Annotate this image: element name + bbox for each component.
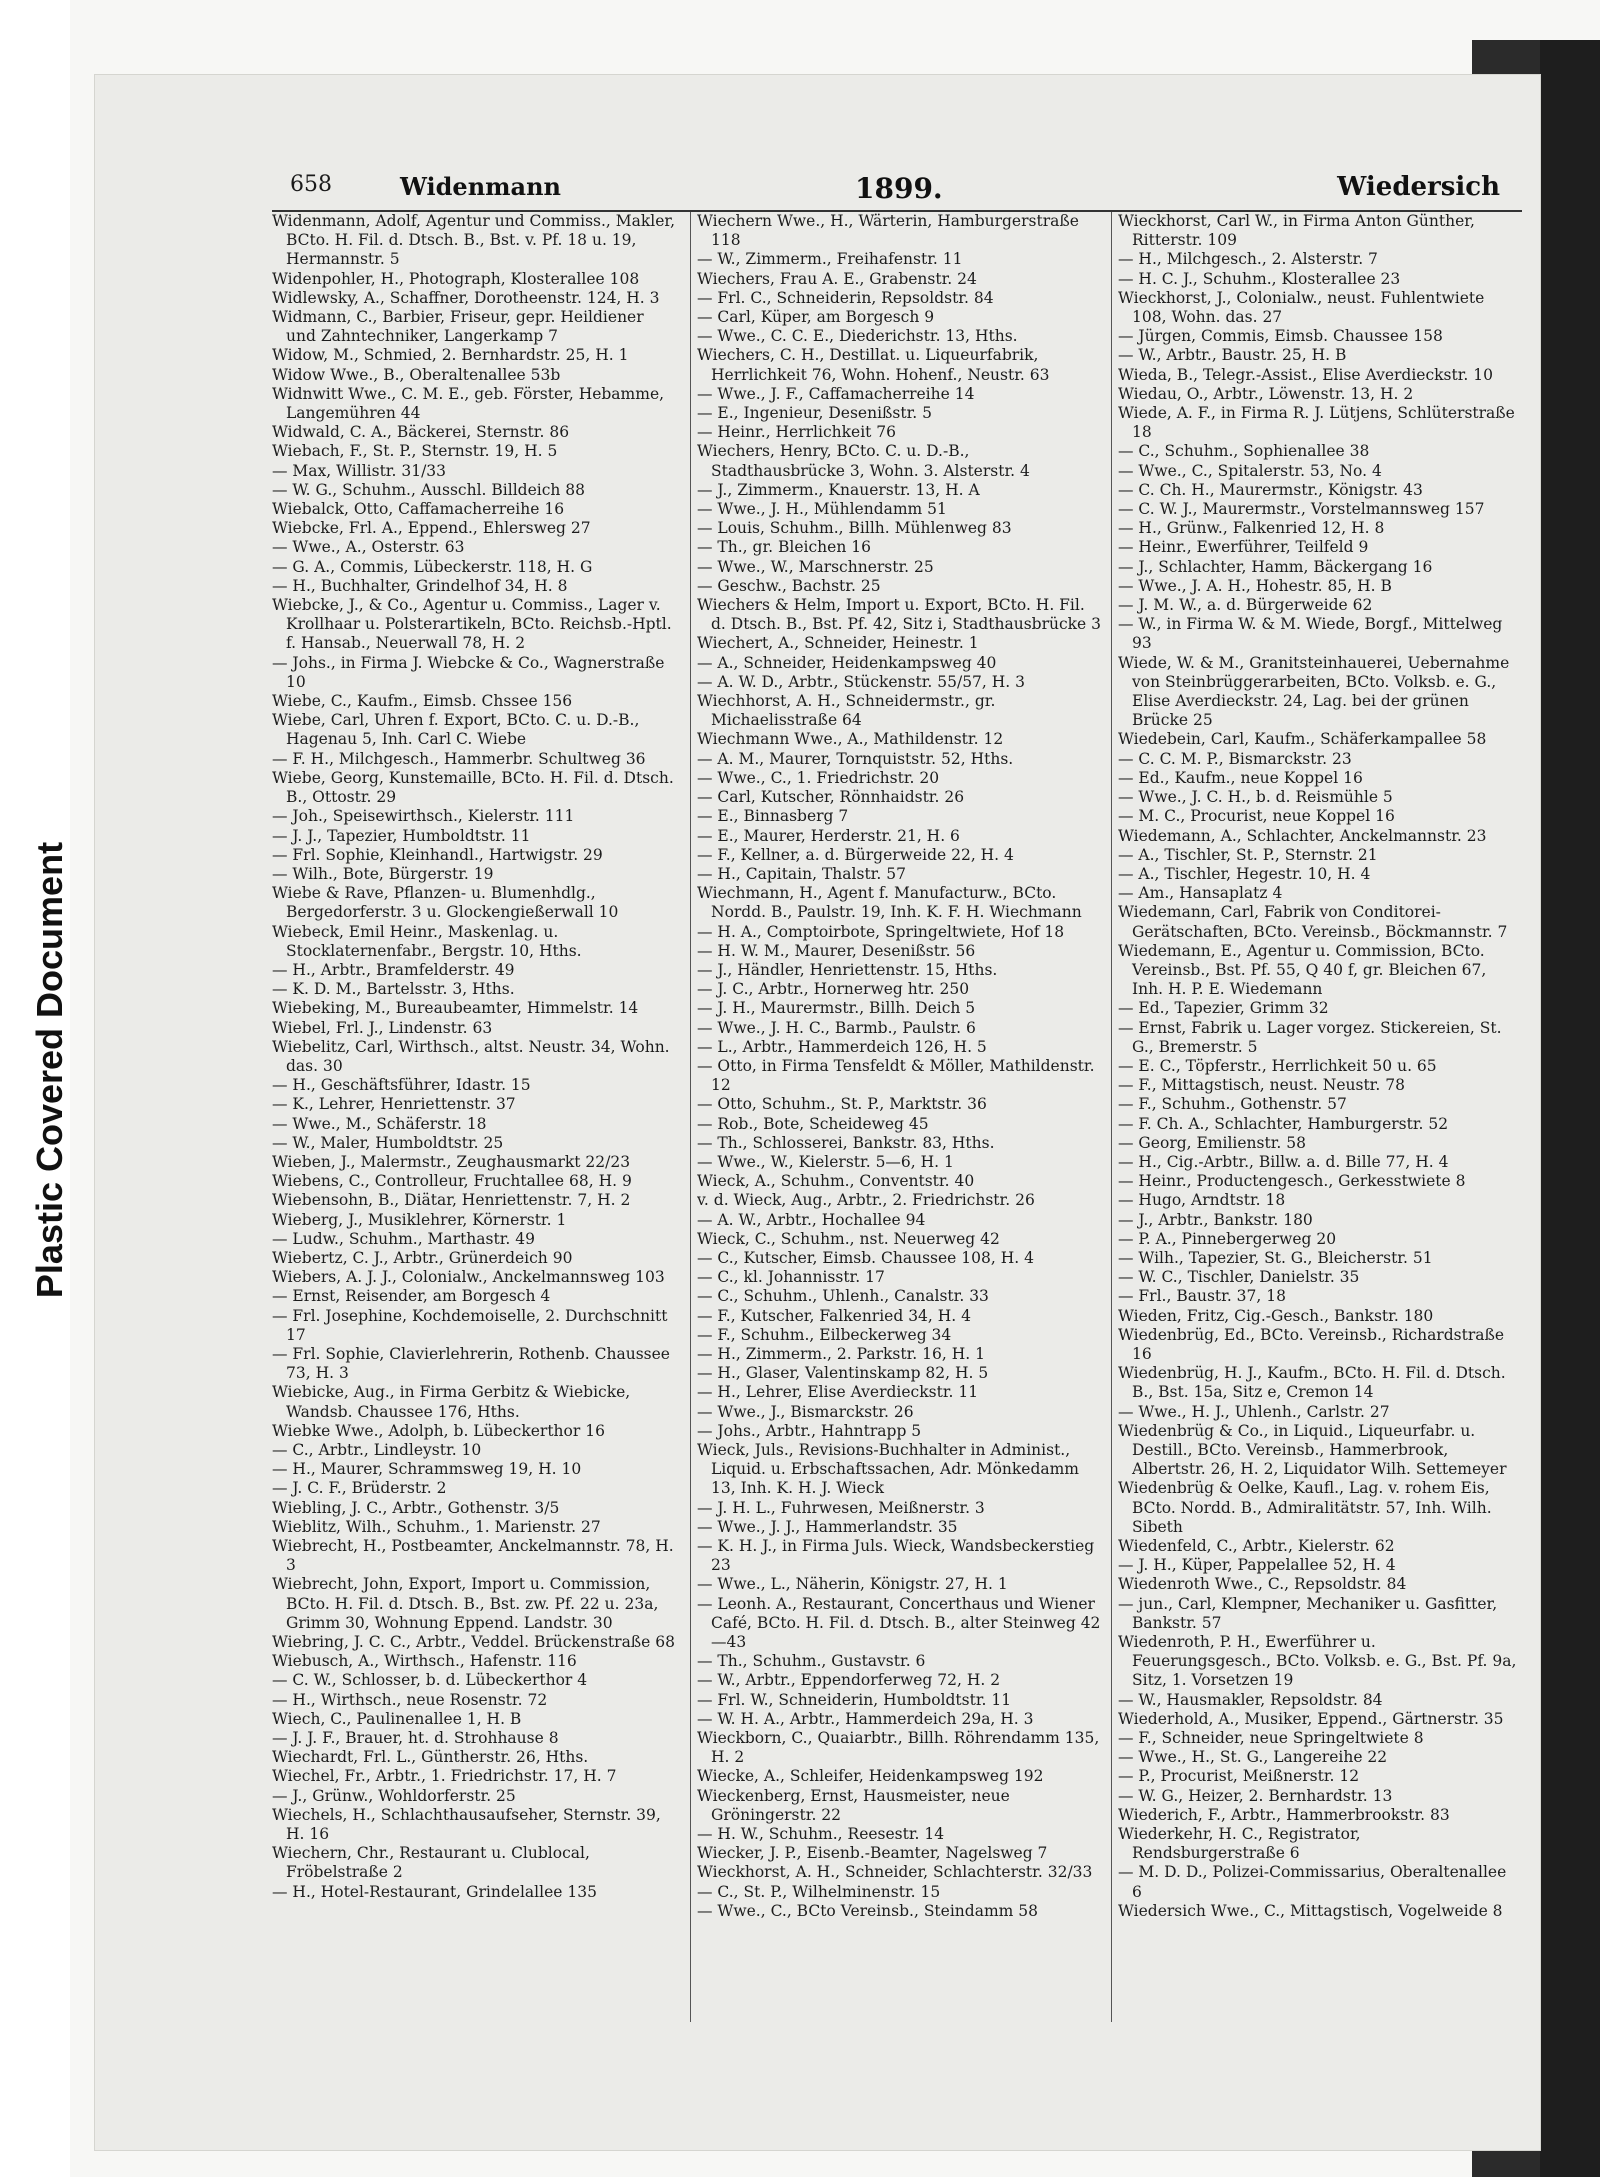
directory-entry: Wiede, W. & M., Granitsteinhauerei, Uebernahme von Steinbrüggerarbeiten, BCto. Volksb. e. G., Elise Averdieckstr. 24, Lag. bei der grünen Brücke 25 [1118,653,1510,730]
directory-entry: Wieben, J., Malermstr., Zeughausmarkt 22/23 [272,1152,631,1171]
directory-entry: — Wwe., J. H., Mühlendamm 51 [697,500,947,519]
directory-entry: Wieberg, J., Musiklehrer, Körnerstr. 1 [272,1210,567,1229]
directory-entry: — J., Grünw., Wohldorferstr. 25 [272,1786,516,1805]
directory-entry: Wiechern, Chr., Restaurant u. Clublocal, Fröbelstraße 2 [272,1844,590,1882]
directory-entry: — W. H. A., Arbtr., Hammerdeich 29a, H. 3 [697,1709,1034,1728]
directory-entry: Wiedemann, Carl, Fabrik von Conditorei-Gerätschaften, BCto. Vereinsb., Böckmannstr. 7 [1118,903,1508,941]
directory-entry: — L., Arbtr., Hammerdeich 126, H. 5 [697,1037,987,1056]
directory-entry: — H., Glaser, Valentinskamp 82, H. 5 [697,1364,989,1383]
directory-entry: — C., Schuhm., Uhlenh., Canalstr. 33 [697,1287,989,1306]
plastic-covered-label: Plastic Covered Document [29,841,70,1299]
directory-entry: — Wwe., W., Marschnerstr. 25 [697,557,934,576]
directory-entry: — Wwe., L., Näherin, Königstr. 27, H. 1 [697,1575,1008,1594]
directory-entry: Widow, M., Schmied, 2. Bernhardstr. 25, H. 1 [272,346,629,365]
directory-entry: — C. Ch. H., Maurermstr., Königstr. 43 [1118,480,1423,499]
directory-entry: — H., Lehrer, Elise Averdieckstr. 11 [697,1383,979,1402]
directory-entry: — F., Schneider, neue Springeltwiete 8 [1118,1729,1424,1748]
directory-entry: — J., Arbtr., Bankstr. 180 [1118,1210,1313,1229]
directory-entry: — Wwe., W., Kielerstr. 5—6, H. 1 [697,1152,954,1171]
directory-entry: — Wilh., Bote, Bürgerstr. 19 [272,864,494,883]
directory-entry: Wiebusch, A., Wirthsch., Hafenstr. 116 [272,1652,577,1671]
directory-entry: — H., Milchgesch., 2. Alsterstr. 7 [1118,250,1378,269]
directory-entry: — Leonh. A., Restaurant, Concerthaus und Wiener Café, BCto. H. Fil. d. Dtsch. B., alter Steinweg 42—43 [697,1594,1101,1652]
directory-entry: — F., Schuhm., Gothenstr. 57 [1118,1095,1347,1114]
directory-entry: Wieck, Juls., Revisions-Buchhalter in Administ., Liquid. u. Erbschaftssachen, Adr. Mönkedamm 13, Inh. K. H. J. Wieck [697,1441,1080,1498]
directory-entry: — G. A., Commis, Lübeckerstr. 118, H. G [272,557,593,576]
directory-entry: — W., in Firma W. & M. Wiede, Borgf., Mittelweg 93 [1118,615,1503,653]
directory-entry: — A., Tischler, Hegestr. 10, H. 4 [1118,864,1371,883]
directory-entry: — Frl. C., Schneiderin, Repsoldstr. 84 [697,288,994,307]
directory-entry: — Wwe., J. H. C., Barmb., Paulstr. 6 [697,1018,976,1037]
directory-entry: — Joh., Speisewirthsch., Kielerstr. 111 [272,807,575,826]
directory-entry: Wiebers, A. J. J., Colonialw., Anckelmannsweg 103 [272,1268,665,1287]
directory-entry: — Ernst, Fabrik u. Lager vorgez. Stickereien, St. G., Bremerstr. 5 [1118,1018,1502,1056]
directory-entry: — Johs., Arbtr., Hahntrapp 5 [697,1421,922,1440]
directory-entry: Wiebe, Carl, Uhren f. Export, BCto. C. u. D.-B., Hagenau 5, Inh. Carl C. Wiebe [272,711,640,749]
page-number: 658 [290,172,332,197]
directory-entry: — Heinr., Productengesch., Gerkesstwiete 8 [1118,1172,1466,1191]
directory-entry: — C. W. J., Maurermstr., Vorstelmannsweg 157 [1118,500,1485,519]
directory-entry: Wiederkehr, H. C., Registrator, Rendsburgerstraße 6 [1118,1825,1361,1863]
directory-entry: Wiebe, Georg, Kunstemaille, BCto. H. Fil. d. Dtsch. B., Ottostr. 29 [272,768,674,807]
directory-entry: Widnwitt Wwe., C. M. E., geb. Förster, Hebamme, Langemühren 44 [272,384,665,423]
directory-entry: Wiede, A. F., in Firma R. J. Lütjens, Schlüterstraße 18 [1118,404,1515,442]
directory-entry: Wiebrecht, John, Export, Import u. Commission, BCto. H. Fil. d. Dtsch. B., Bst. zw. Pf. 22 u. 23a, Grimm 30, Wohnung Eppend. Landstr. 30 [272,1575,659,1632]
directory-entry: — J. H., Maurermstr., Billh. Deich 5 [697,999,976,1018]
directory-entry: — W., Zimmerm., Freihafenstr. 11 [697,250,963,269]
column-3 [1118,212,1518,1921]
directory-entry: Wiebeck, Emil Heinr., Maskenlag. u. Stocklaternenfabr., Bergstr. 10, Hths. [272,922,582,960]
directory-entry: Wiebicke, Aug., in Firma Gerbitz & Wiebicke, Wandsb. Chaussee 176, Hths. [272,1383,631,1421]
directory-entry: — K. H. J., in Firma Juls. Wieck, Wandsbeckerstieg 23 [697,1537,1095,1575]
directory-entry: — W., Arbtr., Baustr. 25, H. B [1118,346,1347,365]
column-1 [272,212,677,1902]
directory-entry: Wieda, B., Telegr.-Assist., Elise Averdieckstr. 10 [1118,365,1494,384]
directory-entry: Wiebling, J. C., Arbtr., Gothenstr. 3/5 [272,1498,560,1517]
directory-entry: — Th., Schlosserei, Bankstr. 83, Hths. [697,1133,995,1152]
directory-entry: Wiechers, Frau A. E., Grabenstr. 24 [697,269,977,288]
directory-entry: — J., Zimmerm., Knauerstr. 13, H. A [697,480,980,499]
directory-entry: — C., St. P., Wilhelminenstr. 15 [697,1882,941,1901]
directory-entry: — Wwe., J. F., Caffamacherreihe 14 [697,384,975,403]
directory-entry: — W. G., Heizer, 2. Bernhardstr. 13 [1118,1786,1393,1805]
directory-entry: Wiedebein, Carl, Kaufm., Schäferkampallee 58 [1118,730,1487,749]
directory-entry: — H., Geschäftsführer, Idastr. 15 [272,1076,531,1095]
directory-entry: Wiedenroth Wwe., C., Repsoldstr. 84 [1118,1575,1407,1594]
directory-entry: Widlewsky, A., Schaffner, Dorotheenstr. 124, H. 3 [272,288,660,307]
directory-entry: — J. C., Arbtr., Hornerweg htr. 250 [697,980,970,999]
directory-entry: — Wwe., H. J., Uhlenh., Carlstr. 27 [1118,1402,1390,1421]
directory-entry: Wiechhorst, A. H., Schneidermstr., gr. Michaelisstraße 64 [697,692,996,730]
directory-entry: Wiebe, C., Kaufm., Eimsb. Chssee 156 [272,692,573,711]
directory-entry: Wiechmann, H., Agent f. Manufacturw., BCto. Nordd. B., Paulstr. 19, Inh. K. F. H. Wiechmann [697,884,1082,922]
directory-entry: Wiedenfeld, C., Arbtr., Kielerstr. 62 [1118,1537,1395,1556]
directory-entry: Wiebring, J. C. C., Arbtr., Veddel. Brückenstraße 68 [272,1633,675,1652]
directory-entry: Wieckhorst, J., Colonialw., neust. Fuhlentwiete 108, Wohn. das. 27 [1118,288,1485,327]
directory-entry: v. d. Wieck, Aug., Arbtr., 2. Friedrichstr. 26 [697,1191,1035,1210]
directory-entry: — H., Wirthsch., neue Rosenstr. 72 [272,1690,548,1709]
directory-entry: Wiebertz, C. J., Arbtr., Grünerdeich 90 [272,1248,573,1267]
directory-entry: — Wwe., A., Osterstr. 63 [272,538,465,557]
side-label-strip [0,0,70,2177]
directory-entry: — W. G., Schuhm., Ausschl. Billdeich 88 [272,480,586,499]
directory-entry: — Geschw., Bachstr. 25 [697,576,881,595]
directory-entry: — Wwe., C., 1. Friedrichstr. 20 [697,768,940,787]
directory-entry: — Max, Willistr. 31/33 [272,461,447,480]
directory-entry: — Jürgen, Commis, Eimsb. Chaussee 158 [1118,327,1443,346]
header-right-keyword: Wiedersich [1337,172,1500,202]
directory-entry: — H. C. J., Schuhm., Klosterallee 23 [1118,269,1401,288]
directory-entry: Wieblitz, Wilh., Schuhm., 1. Marienstr. 27 [272,1517,601,1536]
directory-entry: — J., Schlachter, Hamm, Bäckergang 16 [1118,557,1433,576]
directory-entry: Wieckborn, C., Quaiarbtr., Billh. Röhrendamm 135, H. 2 [697,1729,1100,1767]
directory-entry: Wiedemann, A., Schlachter, Anckelmannstr. 23 [1118,826,1487,845]
directory-entry: Wiebelitz, Carl, Wirthsch., altst. Neustr. 34, Wohn. das. 30 [272,1037,670,1075]
directory-entry: Wiecke, A., Schleifer, Heidenkampsweg 192 [697,1767,1044,1786]
directory-entry: Wiecker, J. P., Eisenb.-Beamter, Nagelsweg 7 [697,1844,1048,1863]
directory-entry: — C., Schuhm., Sophienallee 38 [1118,442,1370,461]
directory-entry: — Georg, Emilienstr. 58 [1118,1133,1307,1152]
directory-entry: — A., Tischler, St. P., Sternstr. 21 [1118,845,1378,864]
directory-entry: — Carl, Kutscher, Rönnhaidstr. 26 [697,788,965,807]
directory-entry: — C. C. M. P., Bismarckstr. 23 [1118,749,1352,768]
directory-entry: — A., Schneider, Heidenkampsweg 40 [697,653,997,672]
directory-entry: — P. A., Pinnebergerweg 20 [1118,1229,1337,1248]
directory-entry: — J. M. W., a. d. Bürgerweide 62 [1118,596,1373,615]
directory-entry: — Frl., Baustr. 37, 18 [1118,1287,1286,1306]
page-header [290,172,1540,208]
directory-entry: — W., Hausmakler, Repsoldstr. 84 [1118,1690,1383,1709]
directory-entry: — J. C. F., Brüderstr. 2 [272,1479,447,1498]
directory-entry: — Am., Hansaplatz 4 [1118,884,1283,903]
directory-entry: — Wwe., J. C. H., b. d. Reismühle 5 [1118,788,1393,807]
directory-entry: — Louis, Schuhm., Billh. Mühlenweg 83 [697,519,1012,538]
directory-entry: — Johs., in Firma J. Wiebcke & Co., Wagnerstraße 10 [272,653,665,691]
column-divider-2 [1111,212,1112,2022]
directory-entry: — H., Cig.-Arbtr., Billw. a. d. Bille 77, H. 4 [1118,1152,1449,1171]
directory-entry: — A. M., Maurer, Tornquiststr. 52, Hths. [697,749,1014,768]
directory-entry: Wiebel, Frl. J., Lindenstr. 63 [272,1018,493,1037]
directory-entry: — H., Hotel-Restaurant, Grindelallee 135 [272,1882,597,1901]
directory-entry: Wiedemann, E., Agentur u. Commission, BCto. Vereinsb., Bst. Pf. 55, Q 40 f, gr. Bleichen 67, Inh. H. P. E. Wiedemann [1118,941,1487,999]
directory-entry: — Frl. W., Schneiderin, Humboldtstr. 11 [697,1690,1012,1709]
directory-entry: Wiebalck, Otto, Caffamacherreihe 16 [272,500,565,519]
directory-entry: — Heinr., Ewerführer, Teilfeld 9 [1118,538,1369,557]
directory-entry: Wiechers, C. H., Destillat. u. Liqueurfabrik, Herrlichkeit 76, Wohn. Hohenf., Neustr. 63 [697,346,1050,384]
directory-entry: — Hugo, Arndtstr. 18 [1118,1191,1286,1210]
directory-entry: Wieckhorst, A. H., Schneider, Schlachterstr. 32/33 [697,1863,1093,1882]
directory-entry: Widow Wwe., B., Oberaltenallee 53b [272,365,561,384]
directory-entry: — E. C., Töpferstr., Herrlichkeit 50 u. 65 [1118,1056,1437,1075]
directory-entry: — Otto, in Firma Tensfeldt & Möller, Mathildenstr. 12 [697,1056,1095,1095]
directory-entry: — H., Capitain, Thalstr. 57 [697,864,906,883]
directory-entry: — J. J., Tapezier, Humboldtstr. 11 [272,826,531,845]
directory-entry: Wiedersich Wwe., C., Mittagstisch, Vogelweide 8 [1118,1901,1503,1920]
directory-entry: Widmann, C., Barbier, Friseur, gepr. Heildiener und Zahntechniker, Langerkamp 7 [272,308,644,346]
directory-entry: Wiederich, F., Arbtr., Hammerbrookstr. 83 [1118,1805,1450,1824]
directory-entry: Wiechert, A., Schneider, Heinestr. 1 [697,634,979,653]
directory-entry: — C., kl. Johannisstr. 17 [697,1268,885,1287]
directory-entry: — C., Arbtr., Lindleystr. 10 [272,1441,482,1459]
directory-entry: — H., Arbtr., Bramfelderstr. 49 [272,960,515,979]
directory-entry: — Ed., Kaufm., neue Koppel 16 [1118,768,1363,787]
directory-entry: — M. C., Procurist, neue Koppel 16 [1118,807,1395,826]
directory-entry: — P., Procurist, Meißnerstr. 12 [1118,1767,1360,1786]
directory-entry: — Otto, Schuhm., St. P., Marktstr. 36 [697,1095,987,1114]
directory-entry: — J. J. F., Brauer, ht. d. Strohhause 8 [272,1729,559,1748]
directory-entry: — W., Maler, Humboldtstr. 25 [272,1133,504,1152]
column-2 [697,212,1102,1921]
directory-entry: Wiechardt, Frl. L., Güntherstr. 26, Hths. [272,1748,589,1767]
directory-entry: Widenmann, Adolf, Agentur und Commiss., Makler, BCto. H. Fil. d. Dtsch. B., Bst. v. Pf. 18 u. 19, Hermannstr. 5 [272,212,676,269]
directory-entry: Wiedenroth, P. H., Ewerführer u. Feuerungsgesch., BCto. Volksb. e. G., Bst. Pf. 9a, Sitz, 1. Vorsetzen 19 [1118,1633,1517,1690]
directory-entry: — Carl, Küper, am Borgesch 9 [697,308,935,327]
book-edge-dark [1540,40,1600,2177]
directory-entry: Wiechern Wwe., H., Wärterin, Hamburgerstraße 118 [697,212,1079,250]
directory-entry: Wiebe & Rave, Pflanzen- u. Blumenhdlg., Bergedorferstr. 3 u. Glockengießerwall 10 [272,884,619,922]
directory-entry: Wiebensohn, B., Diätar, Henriettenstr. 7, H. 2 [272,1191,631,1210]
header-year: 1899. [855,172,943,205]
directory-entry: — Wwe., J., Bismarckstr. 26 [697,1402,914,1421]
directory-entry: — W. C., Tischler, Danielstr. 35 [1118,1268,1360,1287]
directory-entry: Wiederhold, A., Musiker, Eppend., Gärtnerstr. 35 [1118,1709,1504,1728]
directory-entry: — W., Arbtr., Eppendorferweg 72, H. 2 [697,1671,1001,1690]
directory-entry: Wiebeking, M., Bureaubeamter, Himmelstr. 14 [272,999,639,1018]
directory-entry: — Th., Schuhm., Gustavstr. 6 [697,1652,926,1671]
directory-entry: — F., Schuhm., Eilbeckerweg 34 [697,1325,952,1344]
directory-entry: Wiebach, F., St. P., Sternstr. 19, H. 5 [272,442,558,461]
directory-entry: Wieck, A., Schuhm., Conventstr. 40 [697,1172,975,1191]
directory-entry: Wiechel, Fr., Arbtr., 1. Friedrichstr. 17, H. 7 [272,1767,617,1786]
directory-entry: Widenpohler, H., Photograph, Klosterallee 108 [272,269,640,288]
directory-entry: — H., Zimmerm., 2. Parkstr. 16, H. 1 [697,1344,985,1363]
directory-entry: — Wwe., H., St. G., Langereihe 22 [1118,1748,1388,1767]
directory-entry: — Frl. Josephine, Kochdemoiselle, 2. Durchschnitt 17 [272,1306,668,1344]
directory-entry: — H. A., Comptoirbote, Springeltwiete, Hof 18 [697,922,1065,941]
directory-entry: Wiech, C., Paulinenallee 1, H. B [272,1709,522,1728]
directory-entry: Wiebens, C., Controlleur, Fruchtallee 68, H. 9 [272,1172,632,1191]
directory-entry: Wiechers & Helm, Import u. Export, BCto. H. Fil. d. Dtsch. B., Bst. Pf. 42, Sitz i, Stadthausbrücke 3 [697,596,1102,634]
directory-entry: — Rob., Bote, Scheideweg 45 [697,1114,929,1133]
directory-entry: — Frl. Sophie, Kleinhandl., Hartwigstr. 29 [272,845,603,864]
directory-entry: Wiedenbrüg & Co., in Liquid., Liqueurfabr. u. Destill., BCto. Vereinsb., Hammerbrook, Albertstr. 26, H. 2, Liquidator Wilh. Settemeyer [1118,1421,1507,1479]
directory-entry: — jun., Carl, Klempner, Mechaniker u. Gasfitter, Bankstr. 57 [1118,1594,1498,1632]
directory-entry: — E., Maurer, Herderstr. 21, H. 6 [697,826,960,845]
directory-entry: — Frl. Sophie, Clavierlehrerin, Rothenb. Chaussee 73, H. 3 [272,1344,670,1383]
directory-entry: — F. H., Milchgesch., Hammerbr. Schultweg 36 [272,749,646,768]
directory-entry: Wieckenberg, Ernst, Hausmeister, neue Gröningerstr. 22 [697,1786,1010,1824]
directory-entry: — Wwe., J. J., Hammerlandstr. 35 [697,1517,958,1536]
directory-entry: — Wwe., J. A. H., Hohestr. 85, H. B [1118,576,1392,595]
directory-entry: — Wwe., C., BCto Vereinsb., Steindamm 58 [697,1901,1038,1920]
directory-entry: Wiebrecht, H., Postbeamter, Anckelmannstr. 78, H. 3 [272,1537,674,1575]
directory-entry: — F. Ch. A., Schlachter, Hamburgerstr. 52 [1118,1114,1449,1133]
directory-entry: Wiedau, O., Arbtr., Löwenstr. 13, H. 2 [1118,384,1414,403]
directory-entry: — F., Kutscher, Falkenried 34, H. 4 [697,1306,971,1325]
directory-entry: Wiebke Wwe., Adolph, b. Lübeckerthor 16 [272,1421,605,1440]
directory-entry: Wiebcke, Frl. A., Eppend., Ehlersweg 27 [272,519,591,538]
directory-entry: — J., Händler, Henriettenstr. 15, Hths. [697,960,998,979]
directory-entry: Wiedenbrüg, Ed., BCto. Vereinsb., Richardstraße 16 [1118,1325,1505,1363]
directory-entry: Wieckhorst, Carl W., in Firma Anton Günther, Ritterstr. 109 [1118,212,1475,250]
directory-entry: — Ernst, Reisender, am Borgesch 4 [272,1287,551,1306]
directory-entry: — C. W., Schlosser, b. d. Lübeckerthor 4 [272,1671,588,1690]
directory-entry: — A. W., Arbtr., Hochallee 94 [697,1210,926,1229]
directory-entry: — A. W. D., Arbtr., Stückenstr. 55/57, H. 3 [697,672,1026,691]
directory-entry: — F., Kellner, a. d. Bürgerweide 22, H. 4 [697,845,1014,864]
directory-entry: — Wwe., C. C. E., Diederichstr. 13, Hths. [697,327,1018,346]
directory-entry: — Heinr., Herrlichkeit 76 [697,423,897,442]
directory-entry: — E., Binnasberg 7 [697,807,849,826]
directory-entry: Wiechels, H., Schlachthausaufseher, Sternstr. 39, H. 16 [272,1805,661,1844]
column-divider-1 [690,212,691,2022]
directory-entry: — K., Lehrer, Henriettenstr. 37 [272,1095,516,1114]
directory-entry: — Wilh., Tapezier, St. G., Bleicherstr. 51 [1118,1248,1433,1267]
directory-entry: Wieden, Fritz, Cig.-Gesch., Bankstr. 180 [1118,1306,1434,1325]
directory-entry: — Wwe., C., Spitalerstr. 53, No. 4 [1118,461,1382,480]
directory-entry: — Ed., Tapezier, Grimm 32 [1118,999,1329,1018]
directory-entry: — H. W. M., Maurer, Desenißstr. 56 [697,941,976,960]
directory-entry: — J. H., Küper, Pappelallee 52, H. 4 [1118,1556,1396,1575]
directory-entry: — H., Buchhalter, Grindelhof 34, H. 8 [272,576,568,595]
directory-entry: Wiedenbrüg & Oelke, Kaufl., Lag. v. rohem Eis, BCto. Nordd. B., Admiralitätstr. 57, Inh. Wilh. Sibeth [1118,1479,1492,1536]
header-left-keyword: Widenmann [400,172,561,201]
directory-entry: — F., Mittagstisch, neust. Neustr. 78 [1118,1076,1405,1095]
directory-entry: — C., Kutscher, Eimsb. Chaussee 108, H. 4 [697,1248,1034,1267]
directory-entry: — K. D. M., Bartelsstr. 3, Hths. [272,980,515,999]
directory-entry: Wiechers, Henry, BCto. C. u. D.-B., Stadthausbrücke 3, Wohn. 3. Alsterstr. 4 [697,442,1030,480]
directory-entry: — H., Maurer, Schrammsweg 19, H. 10 [272,1460,582,1479]
directory-entry: — Th., gr. Bleichen 16 [697,538,871,557]
directory-entry: — E., Ingenieur, Desenißstr. 5 [697,404,933,423]
directory-entry: — J. H. L., Fuhrwesen, Meißnerstr. 3 [697,1498,985,1517]
directory-entry: Wiebcke, J., & Co., Agentur u. Commiss., Lager v. Krollhaar u. Polsterartikeln, BCto. Reichsb.-Hptl. f. Hansab., Neuerwall 78, H. 2 [272,596,672,653]
directory-entry: — Wwe., M., Schäferstr. 18 [272,1114,487,1133]
directory-entry: — M. D. D., Polizei-Commissarius, Oberaltenallee 6 [1118,1863,1507,1901]
directory-entry: Wieck, C., Schuhm., nst. Neuerweg 42 [697,1229,1000,1248]
directory-entry: Wiedenbrüg, H. J., Kaufm., BCto. H. Fil. d. Dtsch. B., Bst. 15a, Sitz e, Cremon 14 [1118,1364,1506,1402]
directory-entry: — Ludw., Schuhm., Marthastr. 49 [272,1229,536,1248]
directory-entry: — H. W., Schuhm., Reesestr. 14 [697,1825,945,1844]
directory-entry: Wiechmann Wwe., A., Mathildenstr. 12 [697,730,1004,749]
directory-entry: Widwald, C. A., Bäckerei, Sternstr. 86 [272,423,570,442]
directory-entry: — H., Grünw., Falkenried 12, H. 8 [1118,519,1385,538]
